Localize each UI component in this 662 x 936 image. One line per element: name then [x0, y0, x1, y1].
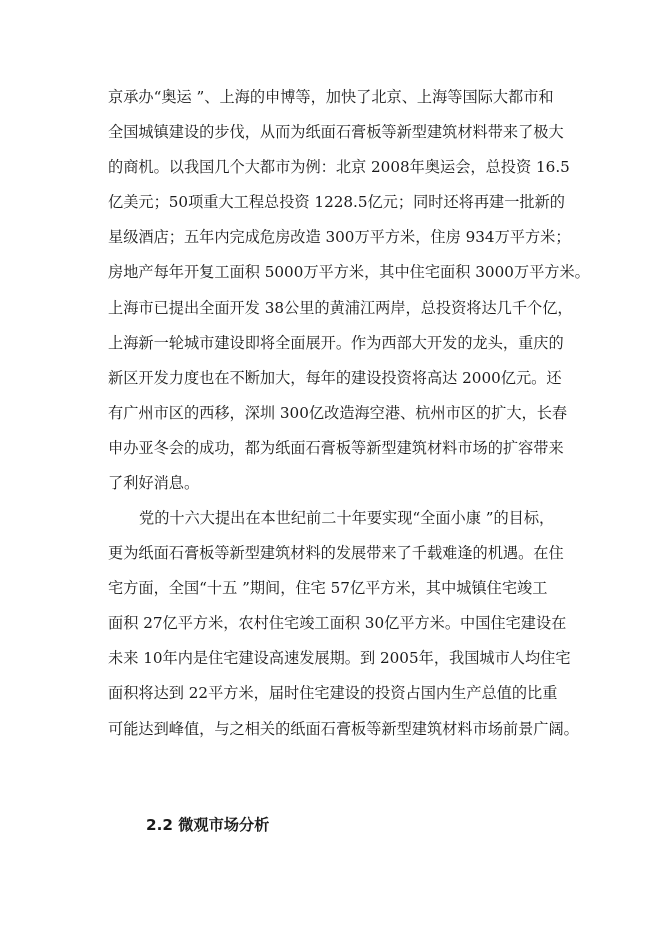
text-line: 亿美元；50项重大工程总投资 1228.5亿元；同时还将再建一批新的	[108, 193, 565, 212]
text-line: 有广州市区的西移，深圳 300亿改造海空港、杭州市区的扩大，长春	[108, 403, 568, 422]
text-line: 了利好消息。	[108, 474, 200, 493]
paragraph-housing-development	[108, 501, 578, 747]
text-line: 全国城镇建设的步伐，从而为纸面石膏板等新型建筑材料带来了极大	[108, 123, 564, 142]
text-line: 宅方面，全国“十五 ”期间，住宅 57亿平方米，其中城镇住宅竣工	[108, 579, 548, 598]
text-line-first-indented: 党的十六大提出在本世纪前二十年要实现“全面小康 ”的目标，	[139, 509, 555, 527]
text-line: 更为纸面石膏板等新型建筑材料的发展带来了千载难逢的机遇。在住	[108, 544, 564, 563]
paragraph-market-opportunities	[108, 80, 590, 501]
text-line: 的商机。以我国几个大都市为例：北京 2008年奥运会，总投资 16.5	[108, 158, 570, 177]
text-line: 新区开发力度也在不断加大，每年的建设投资将高达 2000亿元。还	[108, 368, 562, 387]
text-line: 面积 27亿平方米，农村住宅竣工面积 30亿平方米。中国住宅建设在	[108, 614, 567, 633]
text-line: 房地产每年开复工面积 5000万平方米，其中住宅面积 3000万平方米。	[108, 263, 590, 282]
text-line: 面积将达到 22平方米，届时住宅建设的投资占国内生产总值的比重	[108, 684, 558, 703]
text-line: 上海市已提出全面开发 38公里的黄浦江两岸，总投资将达几千个亿，	[108, 298, 573, 317]
text-line: 可能达到峰值，与之相关的纸面石膏板等新型建筑材料市场前景广阔。	[108, 719, 579, 738]
text-line: 京承办“奥运 ”、上海的申博等，加快了北京、上海等国际大都市和	[108, 88, 554, 106]
text-line: 未来 10年内是住宅建设高速发展期。到 2005年，我国城市人均住宅	[108, 649, 571, 668]
text-line: 申办亚冬会的成功，都为纸面石膏板等新型建筑材料市场的扩容带来	[108, 438, 564, 457]
text-line: 上海新一轮城市建设即将全面展开。作为西部大开发的龙头，重庆的	[108, 333, 564, 352]
text-line: 星级酒店；五年内完成危房改造 300万平方米，住房 934万平方米；	[108, 228, 571, 247]
section-heading: 2.2 微观市场分析	[146, 816, 270, 834]
